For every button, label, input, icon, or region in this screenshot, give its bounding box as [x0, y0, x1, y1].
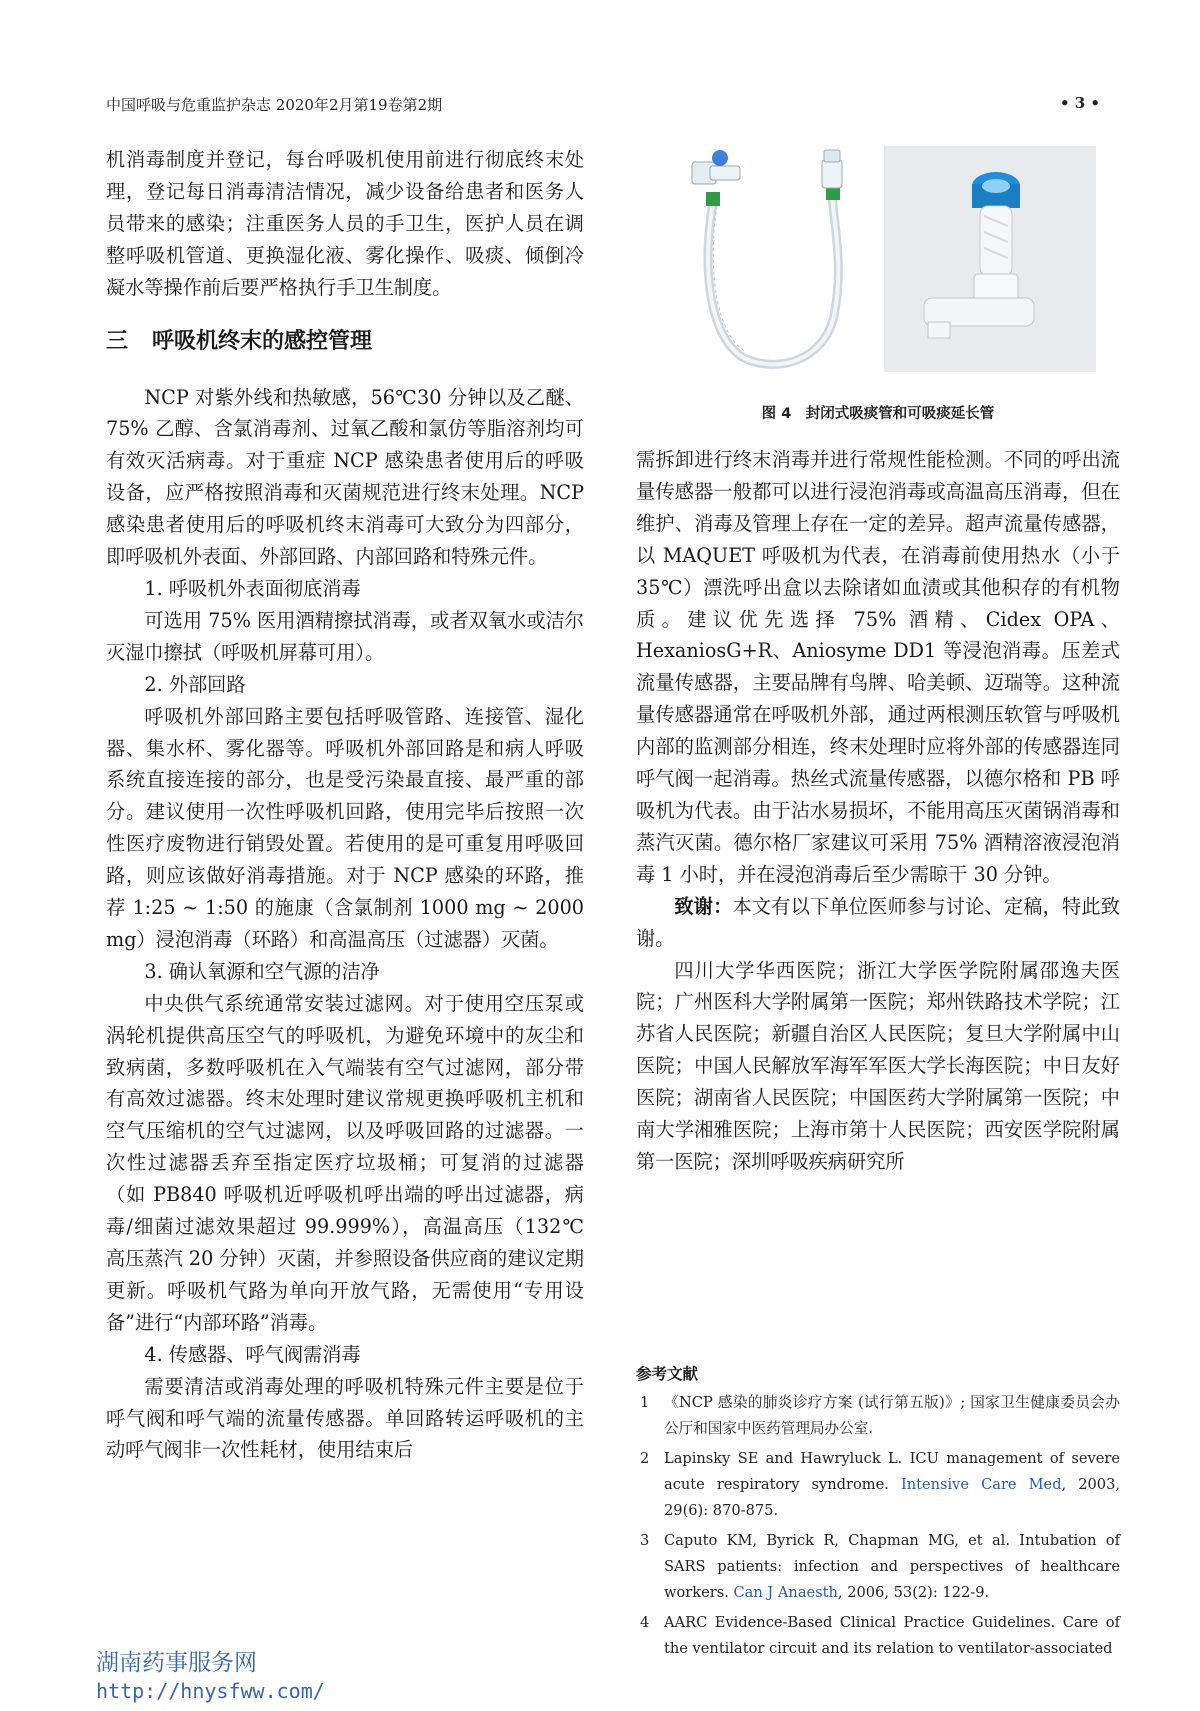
paragraph: 呼吸机外部回路主要包括呼吸管路、连接管、湿化器、集水杯、雾化器等。呼吸机外部回路是和病人呼吸系统直接连接的部分，也是受污染最直接、最严重的部分。建议使用一次性呼吸机回路，使用完毕后按照一次性医疗废物进行销毁处置。若使用的是可重复用呼吸回路，则应该做好消毒措施。对于 NCP 感染的环路，推荐 1:25 ~ 1:50 的施康（含氯制剂 1000 mg ~ 2000 mg）浸泡消毒（环路）和高温高压（过滤器）灭菌。 — [106, 704, 584, 951]
figure-4 — [636, 146, 1120, 422]
reference-citation: , 2006, 53(2): 122-9. — [837, 1584, 990, 1601]
reference-text: Caputo KM, Byrick R, Chapman MG, et al. Intubation of SARS patients: infection and perspectives of healthcare workers. — [664, 1532, 1120, 1601]
journal-link[interactable]: Can J Anaesth — [733, 1584, 838, 1601]
acknowledgement — [636, 891, 1120, 955]
section-heading — [106, 326, 584, 358]
subsection-heading: 2. 外部回路 — [144, 672, 246, 696]
closed-suction-catheter-image — [684, 146, 886, 378]
references-title: 参考文献 — [636, 1365, 699, 1383]
reference-text: AARC Evidence-Based Clinical Practice Guidelines. Care of the ventilator circuit and its relation to ventilator-associated — [664, 1614, 1120, 1657]
paragraph: 需拆卸进行终末消毒并进行常规性能检测。不同的呼出流量传感器一般都可以进行浸泡消毒或高温高压消毒，但在维护、消毒及管理上存在一定的差异。超声流量传感器，以 MAQUET 呼吸机为代表，在消毒前使用热水（小于 35℃）漂洗呼出盒以去除诸如血渍或其他积存的有机物质。建议优先选择 75% 酒精、Cidex OPA、HexaniosG+R、Aniosyme DD1 等浸泡消毒。压差式流量传感器，主要品牌有鸟牌、哈美顿、迈瑞等。这种流量传感器通常在呼吸机外部，通过两根测压软管与呼吸机内部的监测部分相连，终末处理时应将外部的传感器连同呼气阀一起消毒。热丝式流量传感器，以德尔格和 PB 呼吸机为代表。由于沾水易损坏，不能用高压灭菌锅消毒和蒸汽灭菌。德尔格厂家建议可采用 75% 酒精溶液浸泡消毒 1 小时，并在浸泡消毒后至少需晾干 30 分钟。 — [636, 448, 1120, 886]
reference-text: 《NCP 感染的肺炎诊疗方案 (试行第五版)》; 国家卫生健康委员会办公厅和国家中医药管理局办公室. — [664, 1394, 1120, 1437]
intro-paragraph: 机消毒制度并登记，每台呼吸机使用前进行彻底终末处理，登记每日消毒清洁情况，减少设备给患者和医务人员带来的感染；注重医务人员的手卫生，医护人员在调整呼吸机管道、更换湿化液、雾化操作、吸痰、倾倒冷凝水等操作前后要严格执行手卫生制度。 — [106, 148, 584, 299]
watermark-url[interactable]: http://hnysfww.com/ — [96, 1679, 325, 1703]
reference-citation: , 2003, 29(6): 870-875. — [664, 1476, 1121, 1519]
page-number: • 3 • — [1059, 94, 1100, 112]
reference-item — [636, 1528, 1120, 1606]
paragraph: 可选用 75% 医用酒精擦拭消毒，或者双氧水或洁尔灭湿巾擦拭（呼吸机屏幕可用）。 — [106, 608, 584, 664]
institutions-list: 四川大学华西医院；浙江大学医学院附属邵逸夫医院；广州医科大学附属第一医院；郑州铁路技术学院；江苏省人民医院；新疆自治区人民医院；复旦大学附属中山医院；中国人民解放军海军军医大学长海医院；中日友好医院；湖南省人民医院；中国医药大学附属第一医院；中南大学湘雅医院；上海市第十人民医院；西安医学院附属第一医院；深圳呼吸疾病研究所 — [636, 958, 1120, 1173]
paragraph: 中央供气系统通常安装过滤网。对于使用空压泵或涡轮机提供高压空气的呼吸机，为避免环境中的灰尘和致病菌，多数呼吸机在入气端装有空气过滤网，部分带有高效过滤器。终末处理时建议常规更换呼吸机主机和空气压缩机的空气过滤网，以及呼吸回路的过滤器。一次性过滤器丢弃至指定医疗垃圾桶；可复消的过滤器（如 PB840 呼吸机近呼吸机呼出端的呼出过滤器，病毒/细菌过滤效果超过 99.999%），高温高压（132℃ 高压蒸汽 20 分钟）灭菌，并参照设备供应商的建议定期更新。呼吸机气路为单向开放气路，无需使用“专用设备”进行“内部环路”消毒。 — [106, 991, 584, 1334]
paragraph: NCP 对紫外线和热敏感，56℃30 分钟以及乙醚、75% 乙醇、含氯消毒剂、过氧乙酸和氯仿等脂溶剂均可有效灭活病毒。对于重症 NCP 感染患者使用后的呼吸设备，应严格按照消毒和灭菌规范进行终末处理。NCP 感染患者使用后的呼吸机终末消毒可大致分为四部分，即呼吸机外表面、外部回路、内部回路和特殊元件。 — [106, 385, 584, 569]
reference-item — [636, 1446, 1120, 1524]
reference-item — [636, 1390, 1120, 1442]
reference-item — [636, 1610, 1120, 1662]
section-number: 三 — [106, 328, 129, 354]
figure-caption: 图 4 封闭式吸痰管和可吸痰延长管 — [761, 406, 995, 422]
subsection-heading: 3. 确认氧源和空气源的洁净 — [144, 959, 380, 983]
acknowledgement-label: 致谢： — [674, 894, 733, 918]
subsection-heading: 4. 传感器、呼气阀需消毒 — [144, 1342, 361, 1366]
reference-number: 4 — [640, 1614, 650, 1631]
reference-text: Lapinsky SE and Hawryluck L. ICU management of severe acute respiratory syndrome. — [664, 1450, 1120, 1493]
site-watermark — [96, 1649, 325, 1705]
references — [636, 1362, 1120, 1666]
reference-number: 2 — [640, 1450, 650, 1467]
reference-number: 1 — [640, 1394, 650, 1411]
reference-number: 3 — [640, 1532, 650, 1549]
acknowledgement-text: 本文有以下单位医师参与讨论、定稿，特此致谢。 — [636, 894, 1121, 950]
right-column — [636, 444, 1120, 1178]
subsection-heading: 1. 呼吸机外表面彻底消毒 — [144, 576, 361, 600]
journal-title: 中国呼吸与危重监护杂志 2020年2月第19卷第2期 — [106, 96, 443, 114]
section-title: 呼吸机终末的感控管理 — [152, 328, 373, 354]
suctionable-extension-tube-image — [884, 146, 1096, 372]
watermark-site-name: 湖南药事服务网 — [96, 1650, 257, 1676]
paragraph: 需要清洁或消毒处理的呼吸机特殊元件主要是位于呼气阀和呼气端的流量传感器。单回路转运呼吸机的主动呼气阀非一次性耗材，使用结束后 — [106, 1374, 584, 1462]
journal-link[interactable]: Intensive Care Med — [900, 1476, 1062, 1493]
left-column — [106, 144, 584, 1466]
